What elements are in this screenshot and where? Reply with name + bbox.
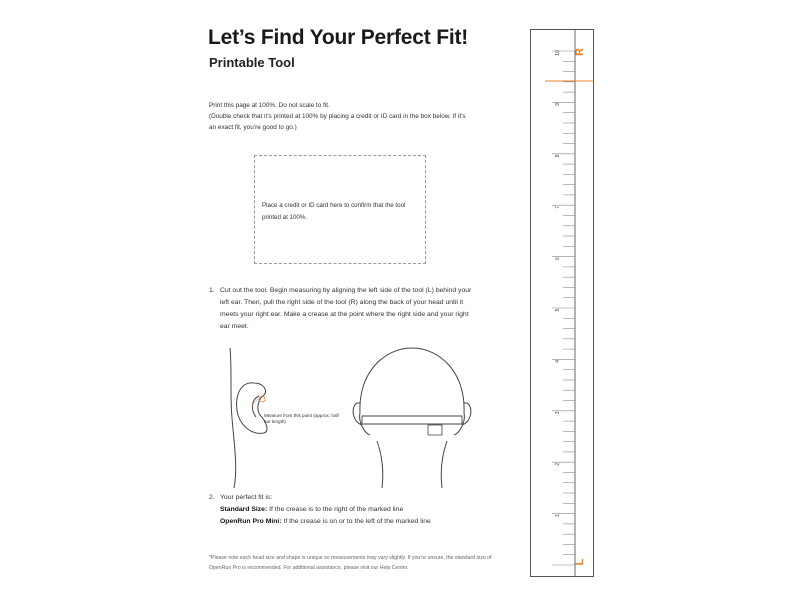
measuring-strip-icon: [362, 416, 462, 424]
page-subtitle: Printable Tool: [209, 55, 295, 70]
side-head-illustration: [230, 348, 267, 488]
ruler-number-10: 10: [555, 50, 561, 56]
print-instruction-line: Print this page at 100%. Do not scale to fit.: [209, 102, 330, 109]
measuring-illustration: [212, 343, 482, 488]
ruler-number-4: 4: [555, 360, 561, 363]
step-2-intro: Your perfect fit is:: [220, 494, 273, 501]
step-1-text: Cut out the tool. Begin measuring by aligning the left side of the tool (L) behind your left ear. Then, pull the right side of the tool (R) along the back of your head until it meets your right ear. Make a crease at the point where the right side and your right ear meet.: [220, 287, 472, 330]
ruler-left-marker: L: [573, 558, 586, 566]
ruler-number-6: 6: [555, 257, 561, 260]
standard-size-label: Standard Size:: [220, 506, 268, 513]
print-check-instruction: (Double check that it’s printed at 100% by placing a credit or ID card in the box below. If it’s an exact fit, you’re good to go.): [209, 113, 466, 131]
ruler-outline: [531, 30, 594, 577]
ear-outline-icon: [237, 383, 267, 433]
standard-size-text: If the crease is to the right of the marked line: [267, 506, 404, 513]
measure-point-note: Measure from this point (approx. half ear length): [264, 413, 339, 424]
page-title: Let’s Find Your Perfect Fit!: [208, 26, 469, 49]
footnote: *Please note each head size and shape is unique so measurements may vary slightly. If you’re unsure, the standard size of OpenRun Pro is recommended. For additional assistance, please visit our Help Center.: [209, 555, 492, 571]
back-of-head-illustration: [353, 348, 471, 488]
ruler-right-marker: R: [573, 48, 586, 56]
ruler-number-2: 2: [555, 462, 561, 466]
ruler-number-7: 7: [555, 205, 561, 209]
step-2-content: [220, 492, 489, 528]
ruler-number-5: 5: [555, 308, 561, 312]
ruler-number-3: 3: [555, 411, 561, 415]
card-check-box: [254, 155, 426, 264]
step-2-number: 2.: [209, 494, 215, 501]
print-instructions: [209, 100, 471, 133]
step-2: [209, 492, 489, 528]
step-1-number: 1.: [209, 287, 215, 294]
mini-size-label: OpenRun Pro Mini:: [220, 518, 282, 525]
ruler-number-1: 1: [555, 514, 561, 517]
step-1: [209, 285, 474, 333]
mini-size-text: If the crease is on or to the left of the marked line: [281, 518, 431, 525]
ruler-number-9: 9: [555, 103, 561, 106]
measuring-ruler: [530, 29, 594, 577]
ruler-number-8: 8: [555, 154, 561, 158]
card-check-text: Place a credit or ID card here to confirm that the tool printed at 100%.: [262, 202, 406, 221]
